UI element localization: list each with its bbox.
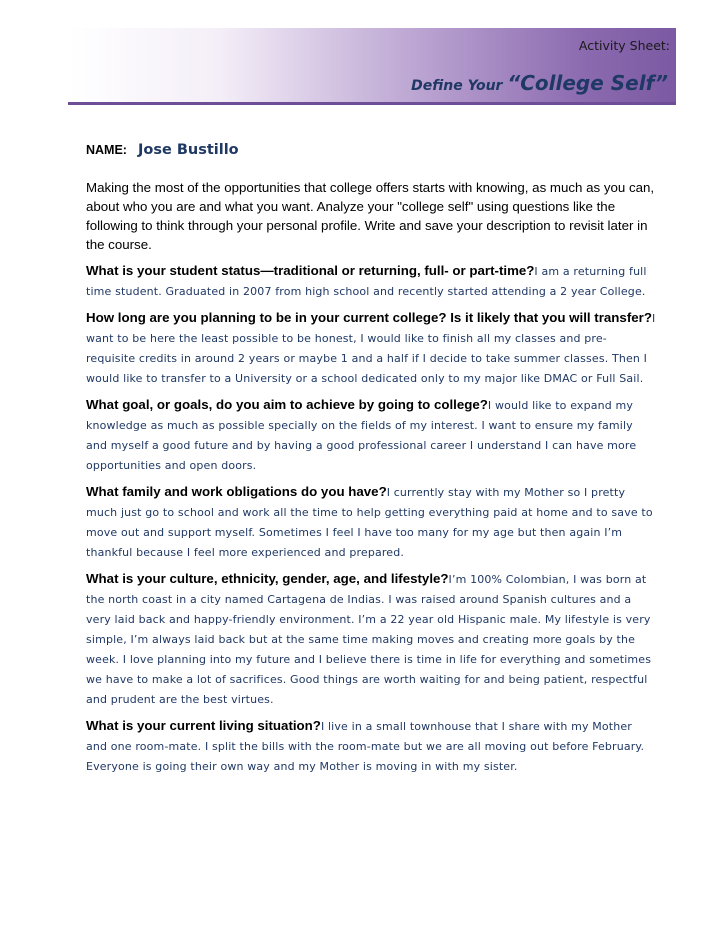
header-title xyxy=(411,71,668,95)
qa-item xyxy=(86,716,656,776)
answer-text: I want to be here the least possible to be honest, I would like to finish all my classes and pre-requisite credits in around 2 years or maybe 1 and a half if I decide to take summer classes. Then I would like to transfer to a University or a school dedicated only to my major like DMAC or Full Sail. xyxy=(86,312,656,385)
answer-text: I am a returning full time student. Graduated in 2007 from high school and recently started attending a 2 year College. xyxy=(86,265,647,298)
header-title-part1: Define Your xyxy=(411,78,508,94)
document-body xyxy=(86,142,656,776)
answer-text: I’m 100% Colombian, I was born at the north coast in a city named Cartagena de Indias. I was raised around Spanish cultures and a very laid back and happy-friendly environment. I’m a 22 year old Hispanic male. My lifestyle is very simple, I’m always laid back but at the same time making moves and creating more goals by the week. I love planning into my future and I believe there is time in life for everything and sometimes we have to make a lot of sacrifices. Good things are worth waiting for and being patient, respectful and prudent are the best virtues. xyxy=(86,573,652,706)
answer-text: I live in a small townhouse that I share with my Mother and one room-mate. I split the bills with the room-mate but we are all moving out before February. Everyone is going their own way and my Mother is moving in with my sister. xyxy=(86,720,645,773)
header-banner xyxy=(68,28,676,105)
qa-item xyxy=(86,482,656,562)
intro-paragraph: Making the most of the opportunities that college offers starts with knowing, as much as you can, about who you are and what you want. Analyze your "college self" using questions like the following to think through your personal profile. Write and save your description to revisit later in the course. xyxy=(86,180,655,252)
header-subtitle: Activity Sheet: xyxy=(578,38,670,53)
name-value: Jose Bustillo xyxy=(137,142,239,158)
answer-text: I currently stay with my Mother so I pretty much just go to school and work all the time to help getting everything paid at home and to save to move out and support myself. Sometimes I feel I have too many for my age but then again I’m thankful because I feel more experienced and prepared. xyxy=(86,486,653,559)
question-text: What is your culture, ethnicity, gender, age, and lifestyle? xyxy=(86,571,449,586)
question-text: What family and work obligations do you have? xyxy=(86,484,387,499)
name-label: NAME: xyxy=(86,143,127,157)
question-text: How long are you planning to be in your current college? Is it likely that you will transfer? xyxy=(86,310,652,325)
qa-item xyxy=(86,569,656,709)
name-row xyxy=(86,142,656,172)
question-text: What is your student status—traditional or returning, full- or part-time? xyxy=(86,263,535,278)
header-title-part2: “College Self” xyxy=(507,71,668,95)
question-text: What goal, or goals, do you aim to achieve by going to college? xyxy=(86,397,488,412)
qa-item xyxy=(86,308,656,388)
question-text: What is your current living situation? xyxy=(86,718,321,733)
qa-item xyxy=(86,261,656,301)
answer-text: I would like to expand my knowledge as much as possible specially on the fields of my interest. I want to ensure my family and myself a good future and by having a good professional career I understand I can have more opportunities and open doors. xyxy=(86,399,637,472)
qa-item xyxy=(86,395,656,475)
